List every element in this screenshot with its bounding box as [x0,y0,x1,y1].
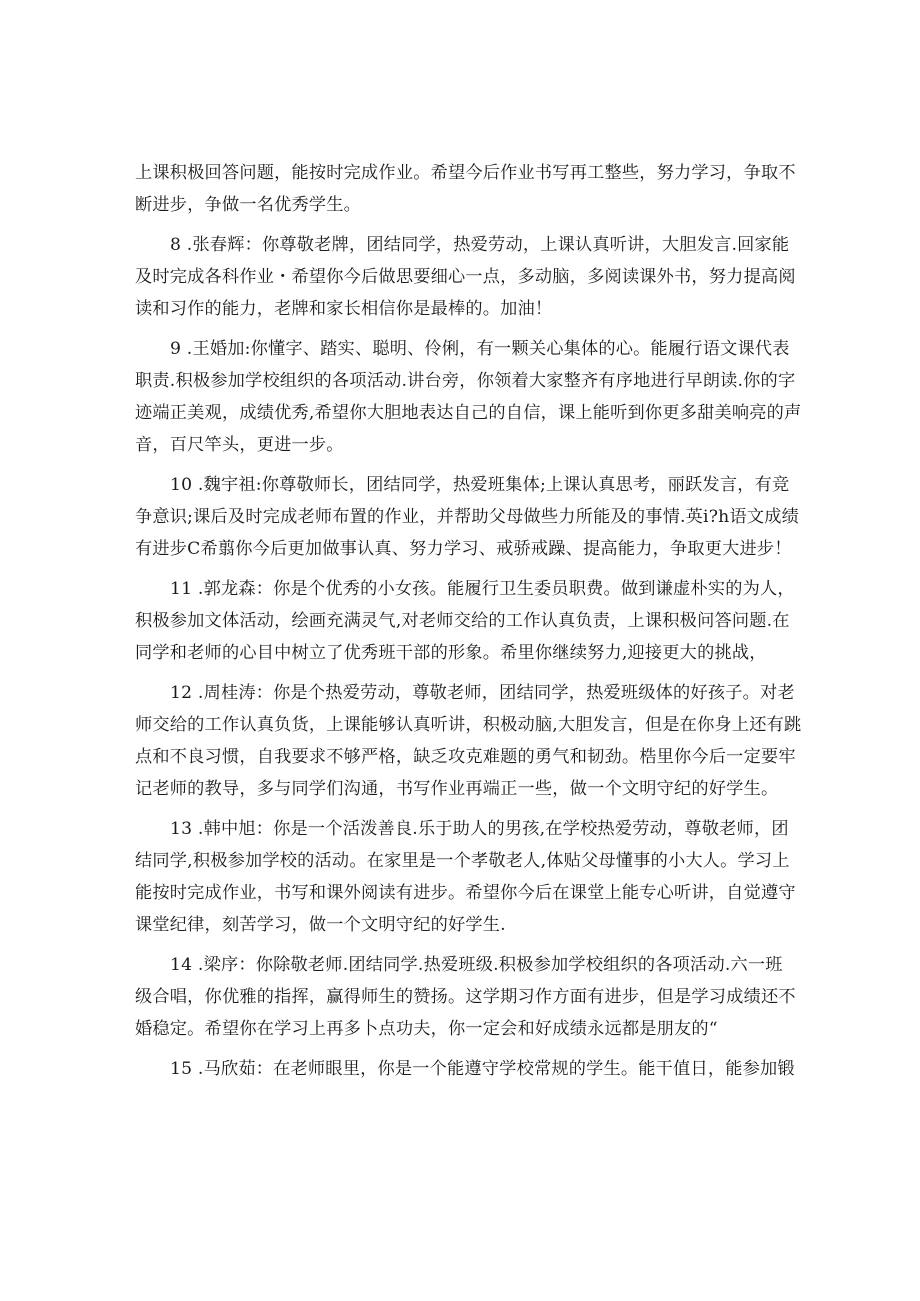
comment-paragraph-15 [135,1053,795,1085]
paragraph-line: 上课积极回答问题，能按时完成作业。希望今后作业书写再工整些，努力学习，争取不 [135,163,796,183]
paragraph-line: 职责.积极参加学校组织的各项活动.讲台旁，你领着大家整齐有序地进行早朗读.你的字 [135,371,796,391]
comment-paragraph-10 [135,469,799,565]
paragraph-line: 9 .王婚加:你懂字、踏实、聪明、伶俐，有一颗关心集体的心。能履行语文课代表 [170,339,790,359]
paragraph-line: 能按时完成作业，书写和课外阅读有进步。希望你今后在课堂上能专心听讲，自觉遵守 [135,883,796,903]
paragraph-line: 13 .韩中旭：你是一个活泼善良.乐于助人的男孩,在学校热爱劳动，尊敬老师，团 [170,819,789,839]
paragraph-line: 师交给的工作认真负货，上课能够认真听讲，积极动脑,大胆发言，但是在你身上还有跳 [135,715,802,735]
paragraph-line: 记老师的教导，多与同学们沟通，书写作业再端正一些，做一个文明守纪的好学生。 [135,779,779,799]
paragraph-line: 音，百尺竿头，更进一步。 [135,435,344,455]
comment-paragraph-13 [135,813,795,941]
paragraph-line: 14 .梁序：你除敬老师.团结同学.热爱班级.积极参加学校组织的各项活动.六一班 [170,955,783,975]
paragraph-line: 积极参加文体活动，绘画充满灵气,对老师交给的工作认真负责，上课积极问答问题.在 [135,611,790,631]
comment-paragraph-9 [135,333,802,461]
paragraph-line: 15 .马欣茹：在老师眼里，你是一个能遵守学校常规的学生。能干值日，能参加锻 [170,1059,795,1079]
comment-paragraph-8 [135,229,795,325]
paragraph-line: 及时完成各科作业・希望你今后做思要细心一点，多动脑，多阅读课外书，努力提高阅 [135,267,796,287]
paragraph-line: 点和不良习惯，自我要求不够严格，缺乏攻克难题的勇气和韧劲。梏里你今后一定要牢 [135,747,796,767]
paragraph-line: 同学和老师的心目中树立了优秀班干部的形象。希里你继续努力,迎接更大的挑战， [135,643,767,663]
paragraph-line: 11 .郭龙森：你是个优秀的小女孩。能履行卫生委员职费。做到谦虚朴实的为人， [170,579,795,599]
paragraph-line: 10 .魏宇祖:你尊敬师长，团结同学，热爱班集体;上课认真思考，丽跃发言，有竞 [170,475,790,495]
paragraph-line: 级合唱，你优雅的指挥，赢得师生的赞扬。这学期习作方面有进步，但是学习成绩还不 [135,987,796,1007]
paragraph-line: 争意识;课后及时完成老师布置的作业，并帮助父母做些力所能及的事情.英i?h语文成绩 [135,507,799,527]
paragraph-line: 12 .周桂涛：你是个热爱劳动，尊敬老师，团结同学，热爱班级体的好孩子。对老 [170,683,795,703]
paragraph-line: 断进步，争做一名优秀学生。 [135,195,362,215]
comment-paragraph-14 [135,949,795,1045]
paragraph-line: 8 .张春辉：你尊敬老牌，团结同学，热爱劳动，上课认真听讲，大胆发言.回家能 [170,235,790,255]
document-body [135,157,802,1085]
paragraph-line: 迹端正美观，成绩优秀,希望你大胆地表达自己的自信，课上能听到你更多甜美响亮的声 [135,403,802,423]
paragraph-line: 有进步C希翦你今后更加做事认真、努力学习、戒骄戒躁、提高能力，争取更大进步！ [135,539,792,559]
paragraph-continuation [135,157,795,221]
paragraph-line: 读和习作的能力，老牌和家长相信你是最棒的。加油！ [135,299,553,319]
comment-paragraph-11 [135,573,795,669]
paragraph-line: 婚稳定。希望你在学习上再多卜点功夫，你一定会和好成绩永远都是朋友的“ [135,1019,718,1039]
paragraph-line: 结同学,积极参加学校的活动。在家里是一个孝敬老人,体贴父母懂事的小大人。学习上 [135,851,790,871]
paragraph-line: 课堂纪律，刻苦学习，做一个文明守纪的好学生. [135,915,506,935]
comment-paragraph-12 [135,677,802,805]
